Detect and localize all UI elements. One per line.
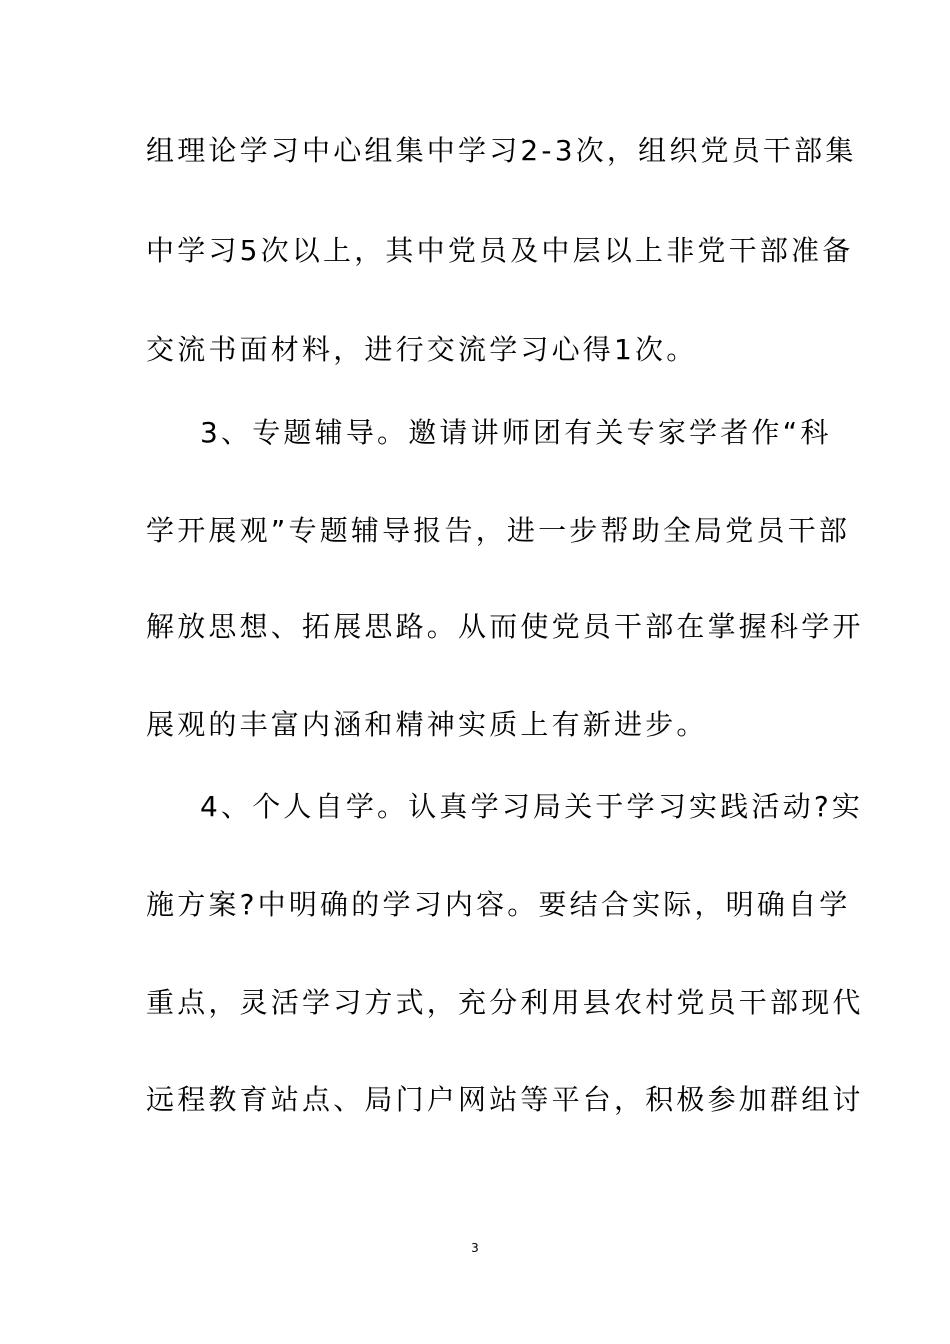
- page-number: 3: [471, 1241, 479, 1255]
- text-line-1: 组理论学习中心组集中学习2-3次，组织党员干部集: [146, 134, 857, 167]
- text-line-7: 展观的丰富内涵和精神实质上有新进步。: [146, 708, 708, 741]
- text-line-8: 4、个人自学。认真学习局关于学习实践活动?实: [200, 790, 864, 823]
- text-line-9: 施方案?中明确的学习内容。要结合实际，明确自学: [146, 888, 851, 921]
- text-line-4: 3、专题辅导。邀请讲师团有关专家学者作“科: [200, 416, 832, 449]
- text-line-11: 远程教育站点、局门户网站等平台，积极参加群组讨: [146, 1083, 864, 1116]
- text-line-5: 学开展观”专题辅导报告，进一步帮助全局党员干部: [146, 514, 851, 547]
- text-line-6: 解放思想、拓展思路。从而使党员干部在掌握科学开: [146, 610, 864, 643]
- text-line-10: 重点，灵活学习方式，充分利用县农村党员干部现代: [146, 986, 864, 1019]
- text-line-3: 交流书面材料，进行交流学习心得1次。: [146, 333, 698, 366]
- text-line-2: 中学习5次以上，其中党员及中层以上非党干部准备: [146, 234, 854, 267]
